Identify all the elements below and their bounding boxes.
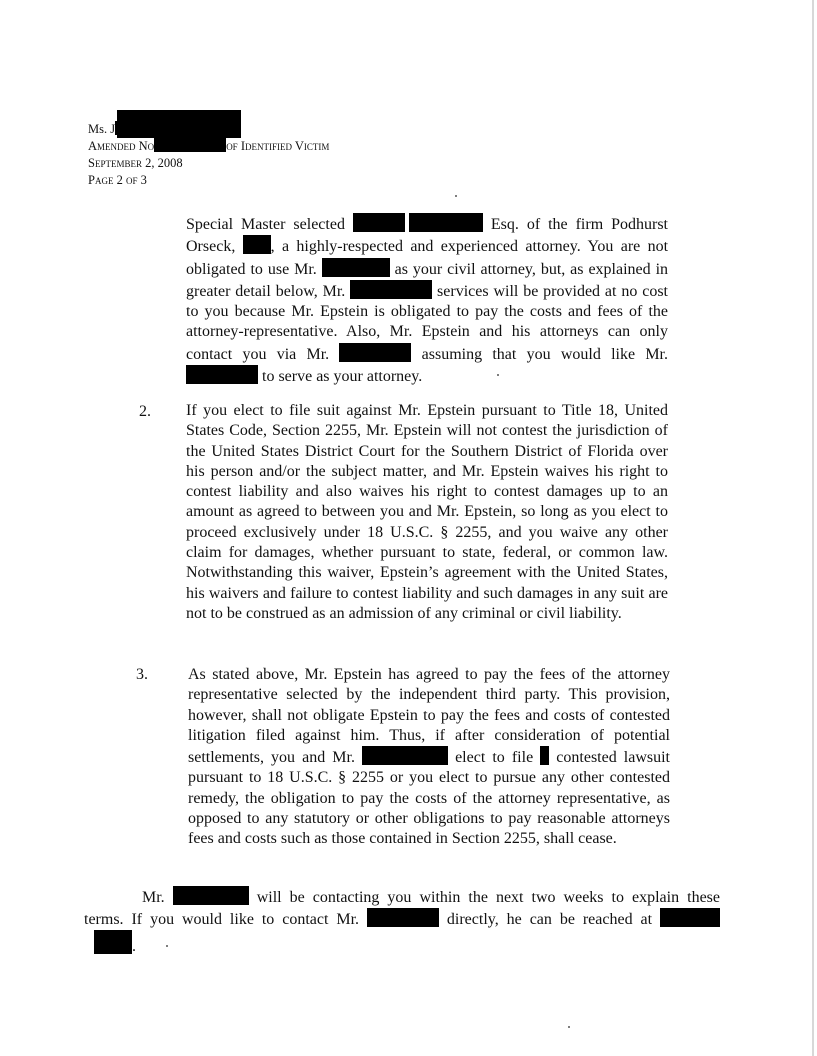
redaction-box: [409, 213, 483, 232]
scan-speck: [166, 945, 168, 947]
continuation-paragraph: Special Master selected Esq. of the firm Podhurst Orseck, , a highly-respected and experienced attorney. You are not obligated to use Mr. as your civil attorney, but, as explained in greater detail below, Mr. services will be provided at no cost to you because Mr. Epstein is obligated to pay the costs and fees of the attorney-representative. Also, Mr. Epstein and his attorneys can only contact you via Mr. assuming that you would like Mr. to serve as your attorney.: [186, 213, 668, 387]
redaction-box: [94, 930, 132, 954]
redaction-box: [154, 138, 226, 152]
item-text: As stated above, Mr. Epstein has agreed to pay the fees of the attorney representative selected by the independent third party. This provision, however, shall not obligate Epstein to pay the fees and costs of contested litigation filed against him. Thus, if after consideration of potential settlements, you and Mr. elect to file contested lawsuit pursuant to 18 U.S.C. § 2255 or you elect to pursue any other contested remedy, the obligation to pay the costs of the attorney representative, as opposed to any statutory or other obligations to pay reasonable attorneys fees and costs such as those contained in Section 2255, shall cease.: [188, 666, 670, 848]
scan-edge-line: [812, 0, 814, 1056]
redaction-box: [115, 121, 155, 135]
redaction-box: [540, 746, 549, 765]
redaction-box: [186, 365, 258, 384]
redaction-box: [660, 908, 720, 927]
scan-speck: [568, 1026, 570, 1028]
scan-speck: [497, 374, 499, 376]
closing-line: .: [84, 930, 720, 957]
header-recipient: Ms. J: [88, 121, 329, 138]
item-number: 3.: [136, 666, 148, 683]
letter-header: [88, 121, 329, 189]
redaction-box: [350, 280, 432, 299]
closing-line: terms. If you would like to contact Mr. directly, he can be reached at: [84, 908, 720, 930]
redaction-box: [339, 343, 411, 362]
closing-line: Mr. will be contacting you within the next two weeks to explain these: [84, 886, 720, 908]
item-text: If you elect to file suit against Mr. Epstein pursuant to Title 18, United States Code, Section 2255, Mr. Epstein will not contest the jurisdiction of the United States District Court for the Southern District of Florida over his person and/or the subject matter, and Mr. Epstein waives his right to contest liability and also waives his right to contest damages up to an amount as agreed to between you and Mr. Epstein, so long as you elect to proceed exclusively under 18 U.S.C. § 2255, and you waive any other claim for damages, whether pursuant to state, federal, or common law. Notwithstanding this waiver, Epstein’s agreement with the United States, his waivers and failure to contest liability and such damages in any suit are not to be construed as an admission of any criminal or civil liability.: [186, 402, 668, 622]
redaction-box: [353, 213, 405, 232]
redaction-box: [243, 235, 271, 254]
redaction-box: [362, 746, 448, 765]
scan-speck: [455, 195, 457, 197]
item-number: 2.: [139, 403, 151, 420]
redaction-box: [367, 908, 439, 927]
header-subject: Amended No of Identified Victim: [88, 139, 330, 153]
closing-paragraph: [84, 886, 720, 957]
header-page-number: Page 2 of 3: [88, 173, 147, 187]
redaction-box: [322, 258, 390, 277]
header-date: September 2, 2008: [88, 156, 183, 170]
redaction-box: [173, 886, 249, 905]
